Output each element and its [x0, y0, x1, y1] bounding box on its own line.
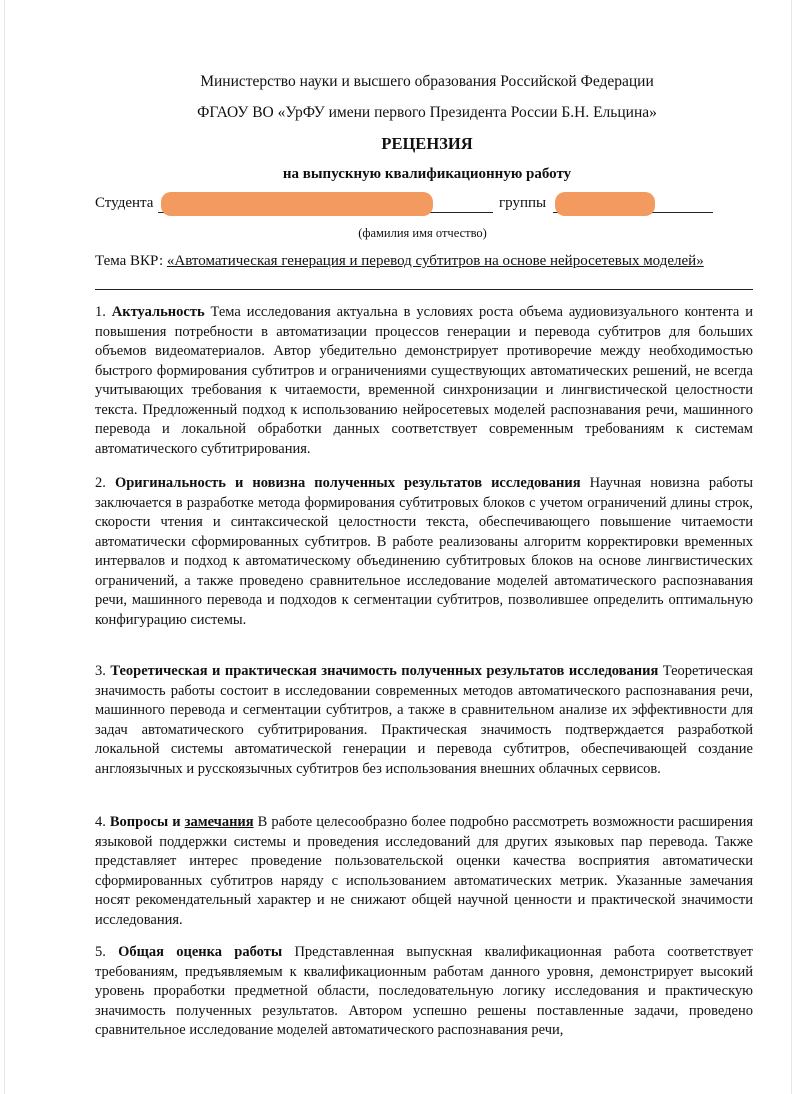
section-1: [95, 303, 753, 459]
student-row: [95, 195, 735, 219]
section-heading: Теоретическая и практическая значимость полученных результатов исследования: [110, 663, 659, 679]
university-line: ФГАОУ ВО «УрФУ имени первого Президента России Б.Н. Ельцина»: [197, 104, 657, 121]
section-heading: Общая оценка работы: [118, 944, 283, 960]
student-label: Студента: [95, 195, 154, 211]
group-label: группы: [499, 195, 547, 211]
section-3: [95, 662, 753, 779]
topic-label: Тема ВКР:: [95, 253, 164, 269]
section-text: Теоретическая значимость работы состоит в исследовании современных методов автоматического распознавания речи, машинного перевода и сегментации субтитров, а также в сравнительном анализе их эффективности для задач автоматического субтитрирования. Практическая значимость подтверждается разработкой локальной системы автоматической генерации и перевода субтитров, обеспечивающей создание англоязычных и русскоязычных субтитров без использования внешних облачных сервисов.: [95, 663, 754, 777]
document-subtitle: на выпускную квалификационную работу: [282, 166, 572, 182]
ministry-line: Министерство науки и высшего образования Российской Федерации: [200, 73, 654, 90]
section-2: [95, 474, 753, 630]
section-heading-underlined: замечания: [184, 814, 254, 830]
section-heading: Оригинальность и новизна полученных результатов исследования: [114, 475, 581, 491]
section-number: 3.: [95, 663, 106, 679]
section-number: 1.: [95, 304, 106, 320]
redacted-student-name: [161, 192, 433, 216]
name-hint: (фамилия имя отчество): [358, 226, 487, 240]
document-title: РЕЦЕНЗИЯ: [381, 134, 473, 153]
section-number: 2.: [95, 475, 106, 491]
section-heading: Вопросы и: [109, 814, 181, 830]
topic-block: [95, 252, 753, 272]
section-number: 4.: [95, 814, 106, 830]
section-number: 5.: [95, 944, 106, 960]
redacted-group: [555, 192, 655, 216]
section-text: В работе целесообразно более подробно рассмотреть возможности расширения языковой поддержки системы и проведения исследований для других языковых пар перевода. Также представляет интерес проведение пользовательской оценки качества восприятия автоматически сформированных субтитров наряду с использованием автоматических метрик. Указанные замечания носят рекомендательный характер и не снижают общей научной ценности и практической значимости исследования.: [95, 814, 754, 928]
section-heading: Актуальность: [111, 304, 205, 320]
section-text: Научная новизна работы заключается в разработке метода формирования субтитровых блоков с учетом ограничений длины строк, скорости чтения и синтаксической целостности текста, обеспечивающего повышение читаемости автоматически сформированных субтитров. В работе реализованы алгоритм корректировки временных интервалов и подход к автоматическому объединению субтитровых блоков на основе лингвистических ограничений, а также проведено сравнительное исследование моделей автоматического распознавания речи, машинного перевода и подходов к сегментации субтитров, позволившее определить оптимальную конфигурацию системы.: [95, 475, 754, 628]
section-5: [95, 943, 753, 1041]
section-text: Тема исследования актуальна в условиях роста объема аудиовизуального контента и повышения потребности в автоматизации процессов генерации и перевода субтитров для больших объемов видеоматериалов. Автор убедительно демонстрирует противоречие между необходимостью быстрого формирования субтитров и ограничениями существующих автоматических решений, не всегда учитывающих требования к читаемости, временной синхронизации и лингвистической целостности текста. Предложенный подход к использованию нейросетевых моделей распознавания речи, машинного перевода и локальной обработки данных соответствует современным требованиям к системам автоматического субтитрирования.: [95, 304, 753, 457]
topic-value: «Автоматическая генерация и перевод субтитров на основе нейросетевых моделей»: [166, 253, 704, 269]
page-right-edge: [791, 0, 792, 1094]
topic-rule: [95, 289, 753, 290]
section-text: Представленная выпускная квалификационная работа соответствует требованиям, предъявляемым к квалификационным работам данного уровня, демонстрирует высокий уровень проработки предметной области, последовательную логику исследования и практическую значимость полученных результатов. Автором успешно решены поставленные задачи, проведено сравнительное исследование моделей автоматического распознавания речи,: [95, 944, 754, 1038]
page-left-edge: [4, 0, 5, 1094]
section-4: [95, 813, 753, 930]
